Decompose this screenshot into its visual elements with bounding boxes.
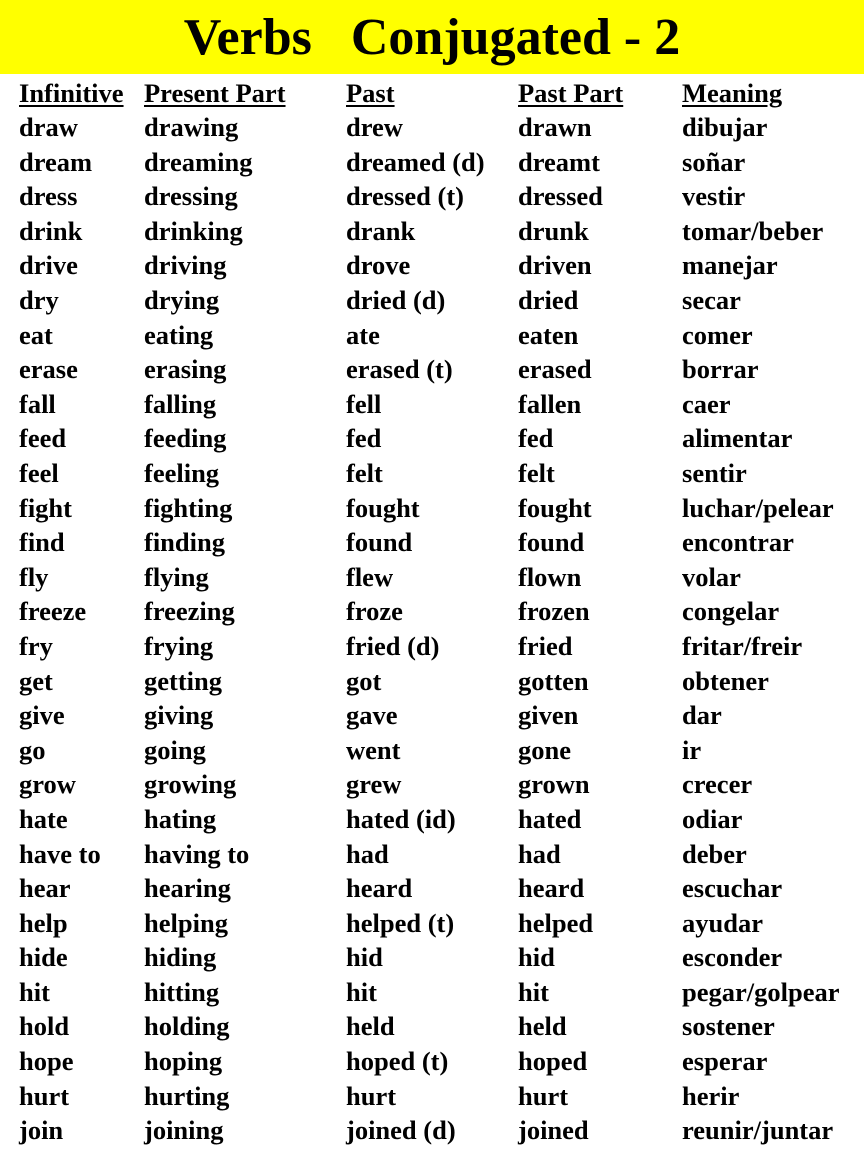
cell-past-part: given <box>518 700 579 731</box>
table-row <box>19 733 864 768</box>
table-row <box>19 352 864 387</box>
table-row <box>19 802 864 837</box>
cell-past: helped (t) <box>346 907 455 938</box>
table-header-row <box>19 76 864 110</box>
cell-past: had <box>346 838 389 869</box>
cell-past-part: eaten <box>518 319 579 350</box>
cell-infinitive: hate <box>19 803 68 834</box>
cell-past: drew <box>346 112 403 143</box>
cell-meaning: caer <box>682 388 731 419</box>
cell-past-part: hid <box>518 942 555 973</box>
cell-past: grew <box>346 769 402 800</box>
cell-infinitive: fly <box>19 561 49 592</box>
cell-meaning: fritar/freir <box>682 630 803 661</box>
table-row <box>19 560 864 595</box>
cell-infinitive: drink <box>19 215 83 246</box>
cell-meaning: reunir/juntar <box>682 1115 834 1146</box>
cell-infinitive: give <box>19 700 65 731</box>
page-title: Verbs Conjugated - 2 <box>183 9 681 66</box>
cell-present-part: joining <box>144 1115 224 1146</box>
cell-present-part: getting <box>144 665 223 696</box>
cell-present-part: hoping <box>144 1046 223 1077</box>
cell-past: fed <box>346 423 382 454</box>
cell-past-part: drunk <box>518 215 589 246</box>
table-row <box>19 836 864 871</box>
cell-past: heard <box>346 873 413 904</box>
cell-past: joined (d) <box>346 1115 456 1146</box>
cell-present-part: dressing <box>144 181 238 212</box>
cell-past: hoped (t) <box>346 1046 449 1077</box>
header-past-part <box>518 77 682 108</box>
table-row <box>19 664 864 699</box>
cell-present-part: drinking <box>144 215 243 246</box>
cell-past: dried (d) <box>346 285 446 316</box>
cell-past-part: hurt <box>518 1080 569 1111</box>
cell-meaning: encontrar <box>682 527 794 558</box>
cell-past: found <box>346 527 413 558</box>
cell-past-part: joined <box>518 1115 589 1146</box>
header-past-part-label: Past Part <box>518 77 624 108</box>
cell-meaning: sentir <box>682 457 747 488</box>
cell-past: went <box>346 734 401 765</box>
cell-meaning: dar <box>682 700 722 731</box>
cell-past-part: dreamt <box>518 146 600 177</box>
table-row <box>19 975 864 1010</box>
cell-infinitive: have to <box>19 838 101 869</box>
cell-past-part: dressed <box>518 181 603 212</box>
cell-present-part: eating <box>144 319 214 350</box>
header-past-label: Past <box>346 77 395 108</box>
cell-past-part: driven <box>518 250 592 281</box>
cell-meaning: dibujar <box>682 112 768 143</box>
cell-meaning: volar <box>682 561 741 592</box>
cell-past-part: hated <box>518 803 582 834</box>
table-row <box>19 1113 864 1148</box>
cell-meaning: manejar <box>682 250 778 281</box>
table-row <box>19 767 864 802</box>
cell-meaning: congelar <box>682 596 780 627</box>
cell-meaning: ir <box>682 734 702 765</box>
table-row <box>19 179 864 214</box>
cell-infinitive: get <box>19 665 53 696</box>
cell-past: drove <box>346 250 411 281</box>
cell-past: fell <box>346 388 382 419</box>
cell-present-part: finding <box>144 527 226 558</box>
cell-infinitive: find <box>19 527 65 558</box>
cell-present-part: hiding <box>144 942 217 973</box>
cell-past-part: drawn <box>518 112 592 143</box>
cell-present-part: frying <box>144 630 214 661</box>
cell-infinitive: help <box>19 907 68 938</box>
cell-meaning: odiar <box>682 803 743 834</box>
cell-past-part: had <box>518 838 561 869</box>
table-row <box>19 906 864 941</box>
cell-past: flew <box>346 561 394 592</box>
cell-meaning: secar <box>682 285 741 316</box>
cell-meaning: alimentar <box>682 423 793 454</box>
cell-past: froze <box>346 596 403 627</box>
cell-past: ate <box>346 319 380 350</box>
cell-past-part: found <box>518 527 585 558</box>
cell-meaning: esperar <box>682 1046 768 1077</box>
cell-present-part: falling <box>144 388 217 419</box>
cell-infinitive: feed <box>19 423 67 454</box>
cell-infinitive: fry <box>19 630 53 661</box>
cell-present-part: drying <box>144 285 220 316</box>
table-row <box>19 387 864 422</box>
cell-past-part: flown <box>518 561 582 592</box>
cell-present-part: driving <box>144 250 227 281</box>
cell-infinitive: join <box>19 1115 64 1146</box>
cell-present-part: freezing <box>144 596 235 627</box>
cell-past-part: helped <box>518 907 594 938</box>
cell-infinitive: freeze <box>19 596 87 627</box>
cell-present-part: hitting <box>144 976 220 1007</box>
header-present-part <box>144 77 346 108</box>
cell-past: got <box>346 665 382 696</box>
cell-past: dressed (t) <box>346 181 465 212</box>
cell-present-part: dreaming <box>144 146 253 177</box>
cell-infinitive: draw <box>19 112 78 143</box>
cell-present-part: feeding <box>144 423 227 454</box>
header-meaning-label: Meaning <box>682 77 783 108</box>
header-infinitive-label: Infinitive <box>19 77 124 108</box>
cell-infinitive: hide <box>19 942 68 973</box>
cell-infinitive: dry <box>19 285 59 316</box>
cell-past-part: heard <box>518 873 585 904</box>
cell-present-part: hating <box>144 803 217 834</box>
header-meaning <box>682 77 864 108</box>
cell-past-part: dried <box>518 285 579 316</box>
cell-past: dreamed (d) <box>346 146 485 177</box>
cell-past: hit <box>346 976 377 1007</box>
header-present-part-label: Present Part <box>144 77 286 108</box>
cell-present-part: going <box>144 734 206 765</box>
cell-present-part: hearing <box>144 873 231 904</box>
cell-past: gave <box>346 700 398 731</box>
cell-past: hated (id) <box>346 803 456 834</box>
table-row <box>19 456 864 491</box>
cell-present-part: drawing <box>144 112 239 143</box>
cell-past: drank <box>346 215 416 246</box>
cell-present-part: flying <box>144 561 209 592</box>
cell-meaning: pegar/golpear <box>682 976 840 1007</box>
cell-meaning: deber <box>682 838 747 869</box>
cell-meaning: ayudar <box>682 907 763 938</box>
cell-infinitive: dress <box>19 181 78 212</box>
cell-meaning: comer <box>682 319 753 350</box>
cell-infinitive: grow <box>19 769 76 800</box>
table-row <box>19 1044 864 1079</box>
table-row <box>19 421 864 456</box>
cell-past-part: hit <box>518 976 549 1007</box>
cell-meaning: tomar/beber <box>682 215 824 246</box>
table-row <box>19 698 864 733</box>
cell-meaning: vestir <box>682 181 746 212</box>
cell-infinitive: eat <box>19 319 53 350</box>
table-row <box>19 1009 864 1044</box>
cell-meaning: crecer <box>682 769 753 800</box>
header-past <box>346 77 518 108</box>
cell-present-part: giving <box>144 700 214 731</box>
cell-past-part: fried <box>518 630 573 661</box>
cell-meaning: esconder <box>682 942 783 973</box>
cell-infinitive: go <box>19 734 46 765</box>
header-infinitive <box>19 77 144 108</box>
table-row <box>19 491 864 526</box>
cell-infinitive: fall <box>19 388 56 419</box>
cell-infinitive: hurt <box>19 1080 70 1111</box>
cell-past-part: fought <box>518 492 592 523</box>
cell-past: hurt <box>346 1080 397 1111</box>
cell-present-part: erasing <box>144 354 227 385</box>
table-row <box>19 214 864 249</box>
cell-present-part: feeling <box>144 457 220 488</box>
cell-past-part: fallen <box>518 388 582 419</box>
table-row <box>19 629 864 664</box>
cell-past-part: erased <box>518 354 592 385</box>
cell-infinitive: erase <box>19 354 78 385</box>
table-row <box>19 318 864 353</box>
cell-infinitive: dream <box>19 146 93 177</box>
table-row <box>19 871 864 906</box>
cell-past-part: felt <box>518 457 555 488</box>
table-body <box>19 110 864 1148</box>
cell-past: held <box>346 1011 395 1042</box>
table-row <box>19 594 864 629</box>
table-row <box>19 145 864 180</box>
table-row <box>19 248 864 283</box>
cell-past-part: gotten <box>518 665 589 696</box>
cell-past-part: hoped <box>518 1046 588 1077</box>
cell-meaning: luchar/pelear <box>682 492 834 523</box>
cell-present-part: helping <box>144 907 228 938</box>
cell-present-part: having to <box>144 838 250 869</box>
cell-infinitive: feel <box>19 457 59 488</box>
table-row <box>19 283 864 318</box>
cell-past-part: held <box>518 1011 567 1042</box>
cell-present-part: holding <box>144 1011 230 1042</box>
cell-past-part: fed <box>518 423 554 454</box>
cell-past: fried (d) <box>346 630 440 661</box>
cell-past: erased (t) <box>346 354 453 385</box>
table-row <box>19 940 864 975</box>
table-row <box>19 110 864 145</box>
cell-present-part: hurting <box>144 1080 230 1111</box>
title-banner <box>0 0 864 74</box>
cell-present-part: growing <box>144 769 237 800</box>
cell-past-part: frozen <box>518 596 590 627</box>
cell-meaning: herir <box>682 1080 740 1111</box>
cell-past: felt <box>346 457 383 488</box>
cell-past-part: grown <box>518 769 590 800</box>
cell-infinitive: drive <box>19 250 78 281</box>
cell-meaning: borrar <box>682 354 759 385</box>
cell-past-part: gone <box>518 734 571 765</box>
cell-meaning: sostener <box>682 1011 775 1042</box>
cell-present-part: fighting <box>144 492 233 523</box>
cell-meaning: obtener <box>682 665 769 696</box>
table-row <box>19 525 864 560</box>
cell-past: fought <box>346 492 420 523</box>
cell-past: hid <box>346 942 383 973</box>
verb-table <box>19 76 864 1148</box>
cell-meaning: soñar <box>682 146 746 177</box>
cell-infinitive: fight <box>19 492 72 523</box>
cell-meaning: escuchar <box>682 873 783 904</box>
cell-infinitive: hold <box>19 1011 70 1042</box>
cell-infinitive: hear <box>19 873 71 904</box>
cell-infinitive: hope <box>19 1046 74 1077</box>
cell-infinitive: hit <box>19 976 50 1007</box>
table-row <box>19 1079 864 1114</box>
